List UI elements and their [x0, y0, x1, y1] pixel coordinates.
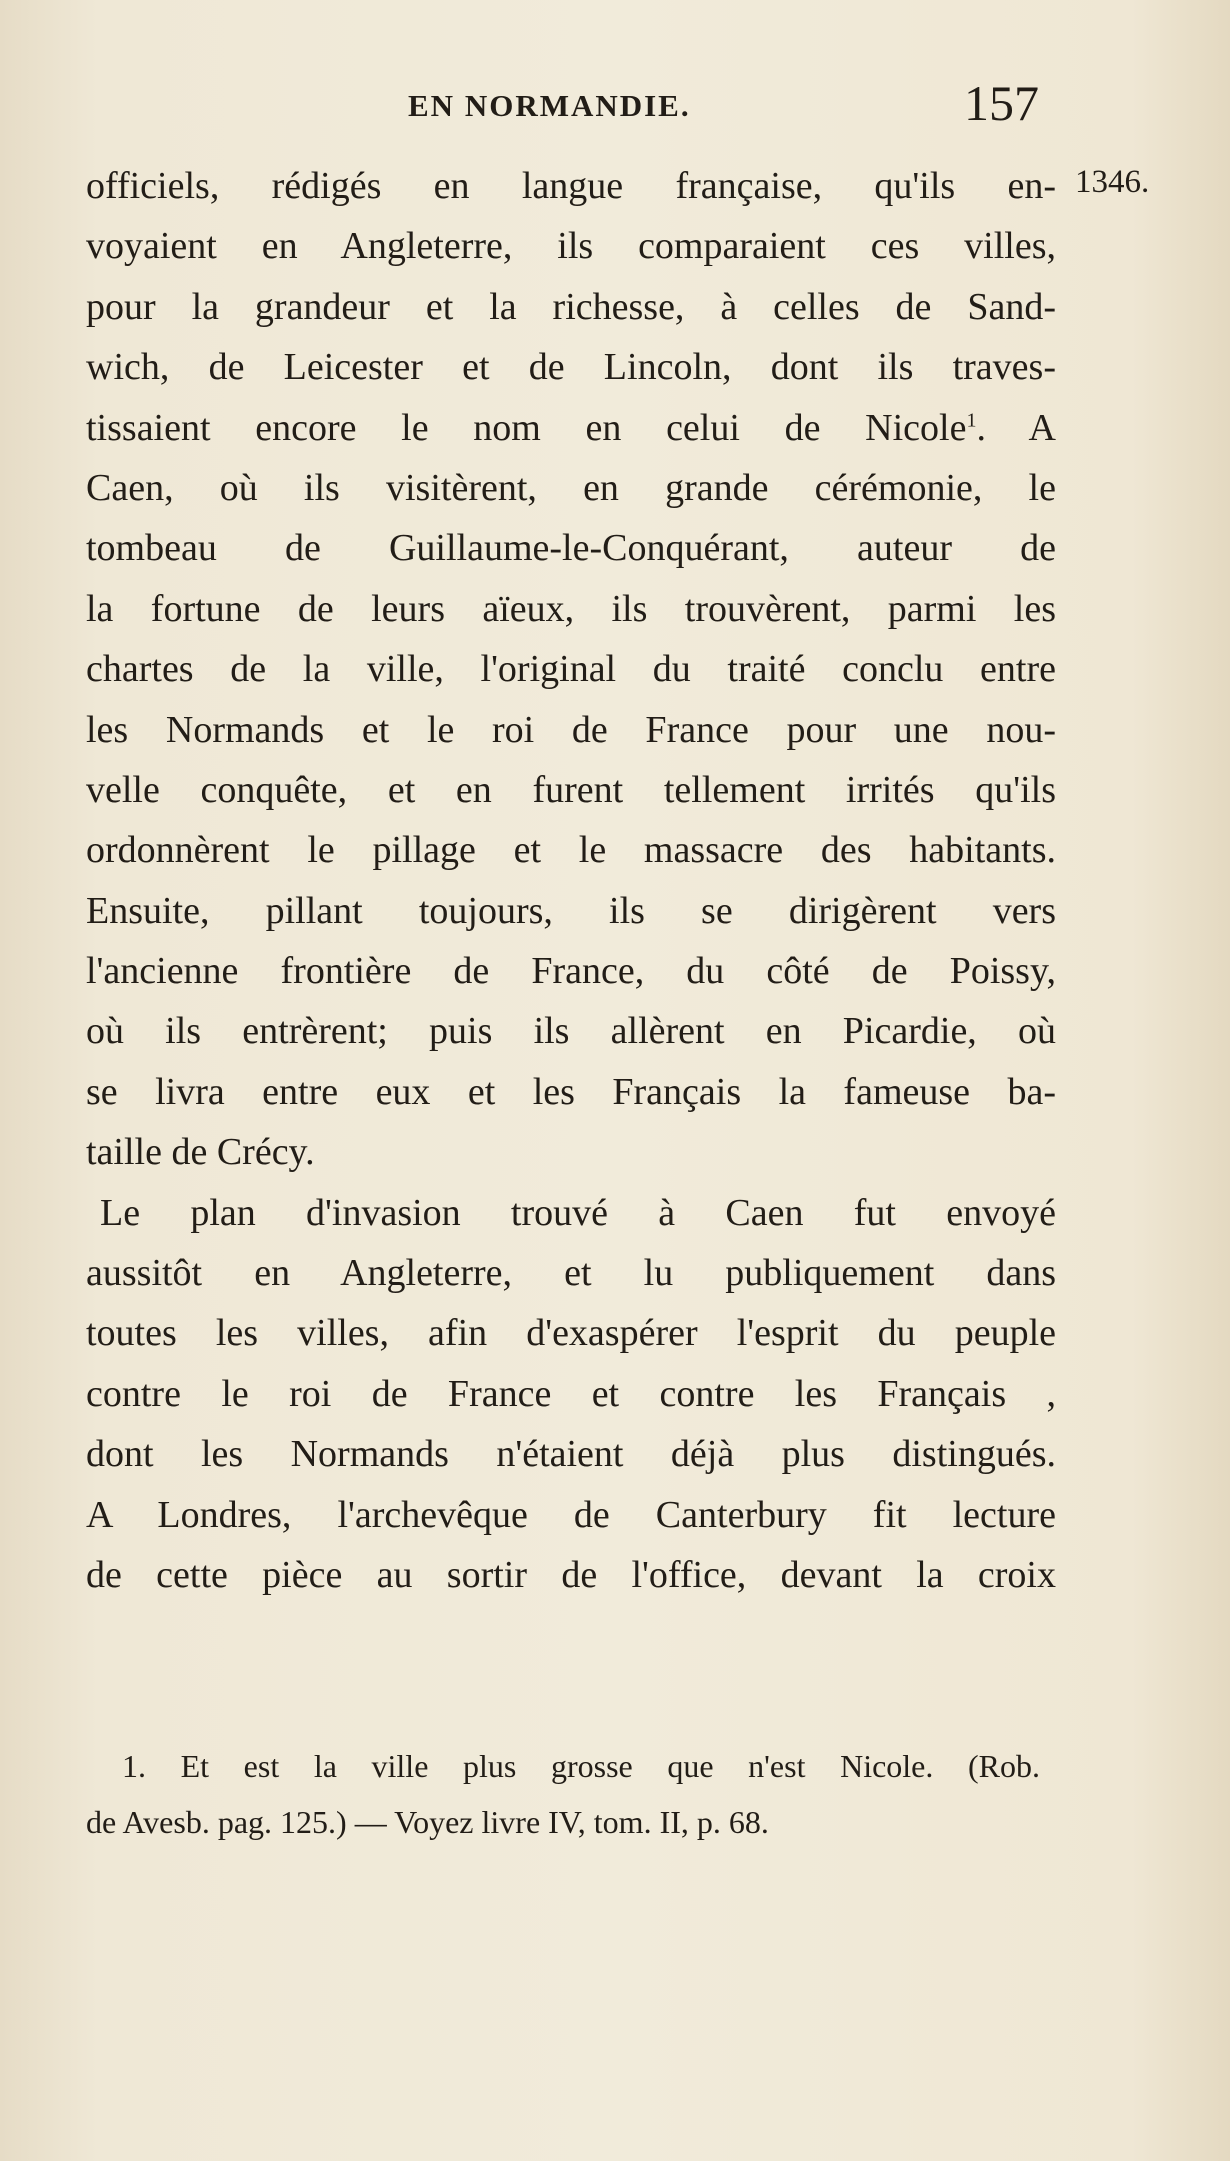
text-line: chartes de la ville, l'original du traité conclu entre: [86, 648, 1056, 691]
footnote-reference: 1: [966, 408, 977, 431]
text-line: de cette pièce au sortir de l'office, devant la croix: [86, 1553, 1056, 1596]
text-line: Ensuite, pillant toujours, ils se dirigèrent vers: [86, 889, 1056, 932]
text-line: aussitôt en Angleterre, et lu publiquement dans: [86, 1252, 1056, 1295]
text-line: Le plan d'invasion trouvé à Caen fut envoyé: [100, 1191, 1056, 1234]
text-line: taille de Crécy.: [86, 1131, 315, 1174]
text-fragment: tissaient encore le nom en celui de Nicole: [86, 406, 967, 449]
margin-year-note: 1346.: [1075, 164, 1150, 200]
text-line: Caen, où ils visitèrent, en grande cérémonie, le: [86, 466, 1056, 509]
text-line: toutes les villes, afin d'exaspérer l'esprit du peuple: [86, 1312, 1056, 1355]
text-line: tombeau de Guillaume-le-Conquérant, auteur de: [86, 527, 1056, 570]
text-line: velle conquête, et en furent tellement irrités qu'ils: [86, 768, 1056, 811]
text-line: wich, de Leicester et de Lincoln, dont ils traves-: [86, 346, 1056, 389]
text-fragment: . A: [976, 406, 1056, 449]
text-line-with-footnote-ref: [86, 398, 1056, 458]
text-line: A Londres, l'archevêque de Canterbury fit lecture: [86, 1493, 1056, 1536]
body-text: [86, 156, 1056, 1605]
page-number: 157: [964, 75, 1039, 131]
text-line: officiels, rédigés en langue française, qu'ils en-: [86, 165, 1056, 207]
text-line: les Normands et le roi de France pour une nou-: [86, 708, 1056, 751]
text-line: pour la grandeur et la richesse, à celles de Sand-: [86, 285, 1056, 328]
footnote-line: de Avesb. pag. 125.) — Voyez livre IV, tom. II, p. 68.: [86, 1804, 769, 1840]
footnote-line: 1. Et est la ville plus grosse que n'est Nicole. (Rob.: [122, 1748, 1040, 1784]
text-line: voyaient en Angleterre, ils comparaient ces villes,: [86, 225, 1056, 268]
footnote: [86, 1738, 1040, 1850]
text-line: la fortune de leurs aïeux, ils trouvèrent, parmi les: [86, 587, 1056, 630]
text-line: contre le roi de France et contre les Français ,: [86, 1372, 1056, 1415]
text-line: où ils entrèrent; puis ils allèrent en Picardie, où: [86, 1010, 1056, 1053]
text-line: dont les Normands n'étaient déjà plus distingués.: [86, 1433, 1056, 1476]
text-line: l'ancienne frontière de France, du côté de Poissy,: [86, 950, 1056, 993]
text-line: ordonnèrent le pillage et le massacre des habitants.: [86, 829, 1056, 872]
text-line: se livra entre eux et les Français la fameuse ba-: [86, 1070, 1056, 1113]
running-head: EN NORMANDIE.: [408, 88, 691, 123]
